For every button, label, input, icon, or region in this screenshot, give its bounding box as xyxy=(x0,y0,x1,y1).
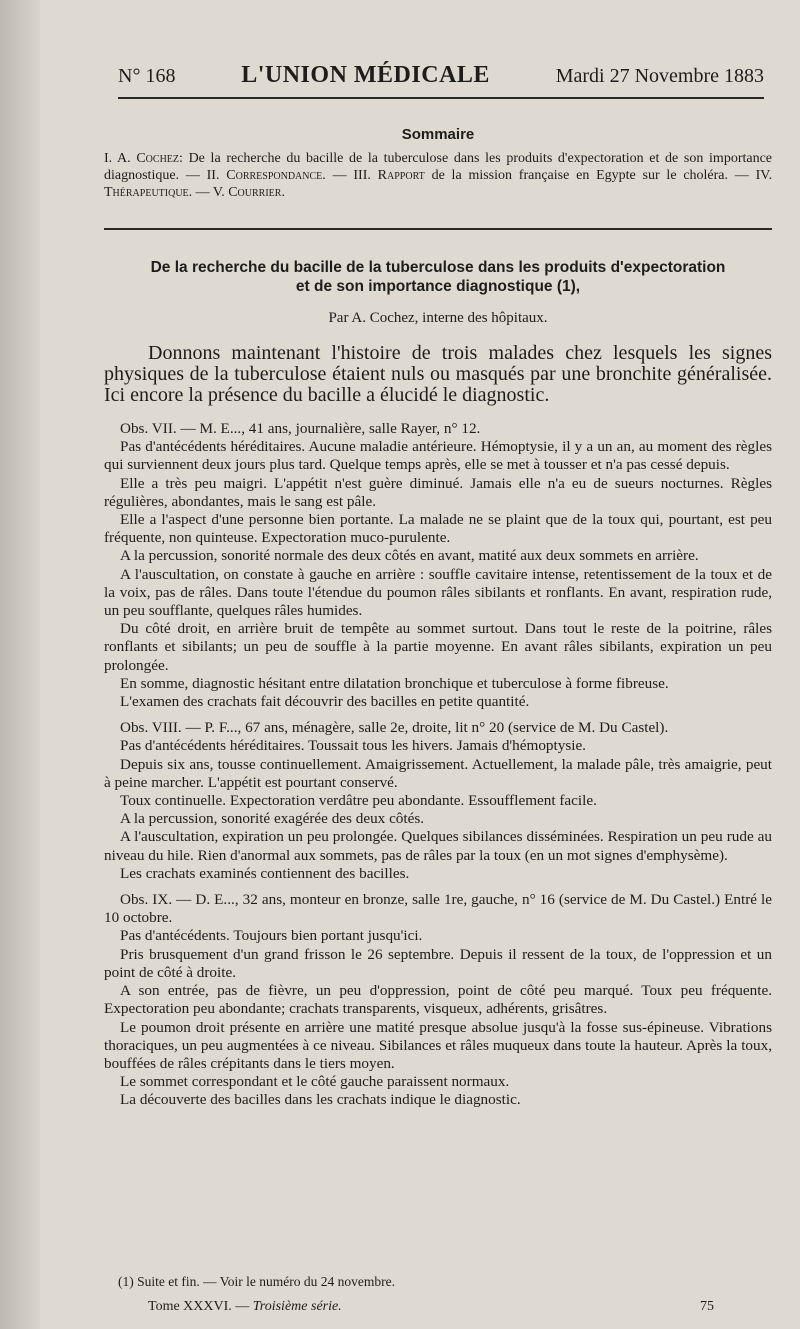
summary-title: Sommaire xyxy=(401,126,475,143)
paragraph: Pas d'antécédents. Toujours bien portant jusqu'ici. xyxy=(120,927,423,945)
paragraph: Obs. VIII. — P. F..., 67 ans, ménagère, salle 2e, droite, lit n° 20 (service de M. Du Castel). xyxy=(120,719,669,737)
paragraph: A l'auscultation, on constate à gauche en arrière : souffle cavitaire intense, retentissement de la toux et de la voix, pas de râles. Dans toute l'étendue du poumon râles sibilants et ronflants. En avant, respiration rude, un peu soufflante, quelques râles humides. xyxy=(104,565,772,620)
article-lead: Donnons maintenant l'histoire de trois malades chez lesquels les signes physiques de la tuberculose étaient nuls ou masqués par une bronchite généralisée. Ici encore la présence du bacille a élucidé le diagnostic. xyxy=(104,342,772,406)
paragraph: Du côté droit, en arrière bruit de tempête au sommet surtout. Dans tout le reste de la poitrine, râles ronflants et sibilants; un peu de souffle à la partie moyenne. En avant râles sibilants, expiration un peu prolongée. xyxy=(104,620,772,674)
paragraph: Pris brusquement d'un grand frisson le 26 septembre. Depuis il ressent de la toux, de l'oppression et un point de côté à droite. xyxy=(104,945,772,981)
paragraph: A son entrée, pas de fièvre, un peu d'oppression, point de côté peu marqué. Toux peu fréquente. Expectoration peu abondante; crachats transparents, visqueux, adhérents, grisâtres. xyxy=(104,982,772,1018)
paragraph: La découverte des bacilles dans les crachats indique le diagnostic. xyxy=(120,1091,521,1109)
paragraph: Toux continuelle. Expectoration verdâtre peu abondante. Essoufflement facile. xyxy=(120,792,597,810)
section-divider xyxy=(104,228,772,230)
issue-number: N° 168 xyxy=(118,65,176,87)
paragraph: A la percussion, sonorité exagérée des deux côtés. xyxy=(120,810,425,828)
paragraph: Obs. VII. — M. E..., 41 ans, journalière, salle Rayer, n° 12. xyxy=(120,420,481,437)
paragraph: Obs. IX. — D. E..., 32 ans, monteur en bronze, salle 1re, gauche, n° 16 (service de M. Du Castel.) Entré le 10 octobre. xyxy=(104,891,772,927)
article-title: De la recherche du bacille de la tuberculose dans les produits d'expectoration et de son importance diagnostique (1), xyxy=(150,259,726,295)
summary-text: I. A. Cochez: De la recherche du bacille de la tuberculose dans les produits d'expectoration et de son importance diagnostique. — II. Correspondance. — III. Rapport de la mission française en Egypte sur le choléra. — IV. Thérapeutique. — V. Courrier. xyxy=(104,151,773,200)
volume-info: Tome XXXVI. — Troisième série. xyxy=(148,1299,342,1314)
article-byline: Par A. Cochez, interne des hôpitaux. xyxy=(328,310,548,326)
paragraph: Le poumon droit présente en arrière une matité presque absolue jusqu'à la fosse sus-épineuse. Vibrations thoraciques, un peu augmentées à ce niveau. Sibilances et râles muqueux dans toute la hauteur. Après la toux, bouffées de râles crépitants dans le tiers moyen. xyxy=(104,1018,772,1072)
paragraph: Elle a très peu maigri. L'appétit n'est guère diminué. Jamais elle n'a eu de sueurs nocturnes. Règles régulières, abondantes, mais le sang est pâle. xyxy=(104,474,772,510)
page-header xyxy=(118,62,764,99)
paragraph: A la percussion, sonorité normale des deux côtés en avant, matité aux deux sommets en arrière. xyxy=(120,547,699,565)
paragraph: Le sommet correspondant et le côté gauche paraissent normaux. xyxy=(120,1073,510,1091)
issue-date: Mardi 27 Novembre 1883 xyxy=(555,65,764,87)
paragraph: L'examen des crachats fait découvrir des bacilles en petite quantité. xyxy=(120,693,530,711)
paragraph: Depuis six ans, tousse continuellement. Amaigrissement. Actuellement, la malade pâle, très amaigrie, peut à peine marcher. L'appétit est pourtant conservé. xyxy=(104,755,772,791)
article-body xyxy=(104,420,772,1110)
journal-name: L'UNION MÉDICALE xyxy=(241,62,490,88)
page-number: 75 xyxy=(700,1299,714,1314)
page-footer xyxy=(148,1299,714,1315)
paragraph: Elle a l'aspect d'une personne bien portante. La malade ne se plaint que de la toux qui, pourtant, est peu fréquente, non quinteuse. Expectoration muco-purulente. xyxy=(104,511,772,547)
paragraph: Pas d'antécédents héréditaires. Aucune maladie antérieure. Hémoptysie, il y a un an, au moment des règles qui surviennent deux jours plus tard. Quelque temps après, elle se met à tousser et n'a pas cessé depuis. xyxy=(104,438,772,474)
paragraph: A l'auscultation, expiration un peu prolongée. Quelques sibilances disséminées. Respiration un peu rude au niveau du hile. Rien d'anormal aux sommets, pas de râles par la toux (en un mot signes d'emphysème). xyxy=(104,828,772,864)
paragraph: En somme, diagnostic hésitant entre dilatation bronchique et tuberculose à forme fibreuse. xyxy=(120,674,669,692)
paragraph: Les crachats examinés contiennent des bacilles. xyxy=(120,864,410,882)
paragraph: Pas d'antécédents héréditaires. Toussait tous les hivers. Jamais d'hémoptysie. xyxy=(120,737,586,755)
page-gutter xyxy=(0,0,40,1329)
footnote: (1) Suite et fin. — Voir le numéro du 24 novembre. xyxy=(118,1274,395,1289)
